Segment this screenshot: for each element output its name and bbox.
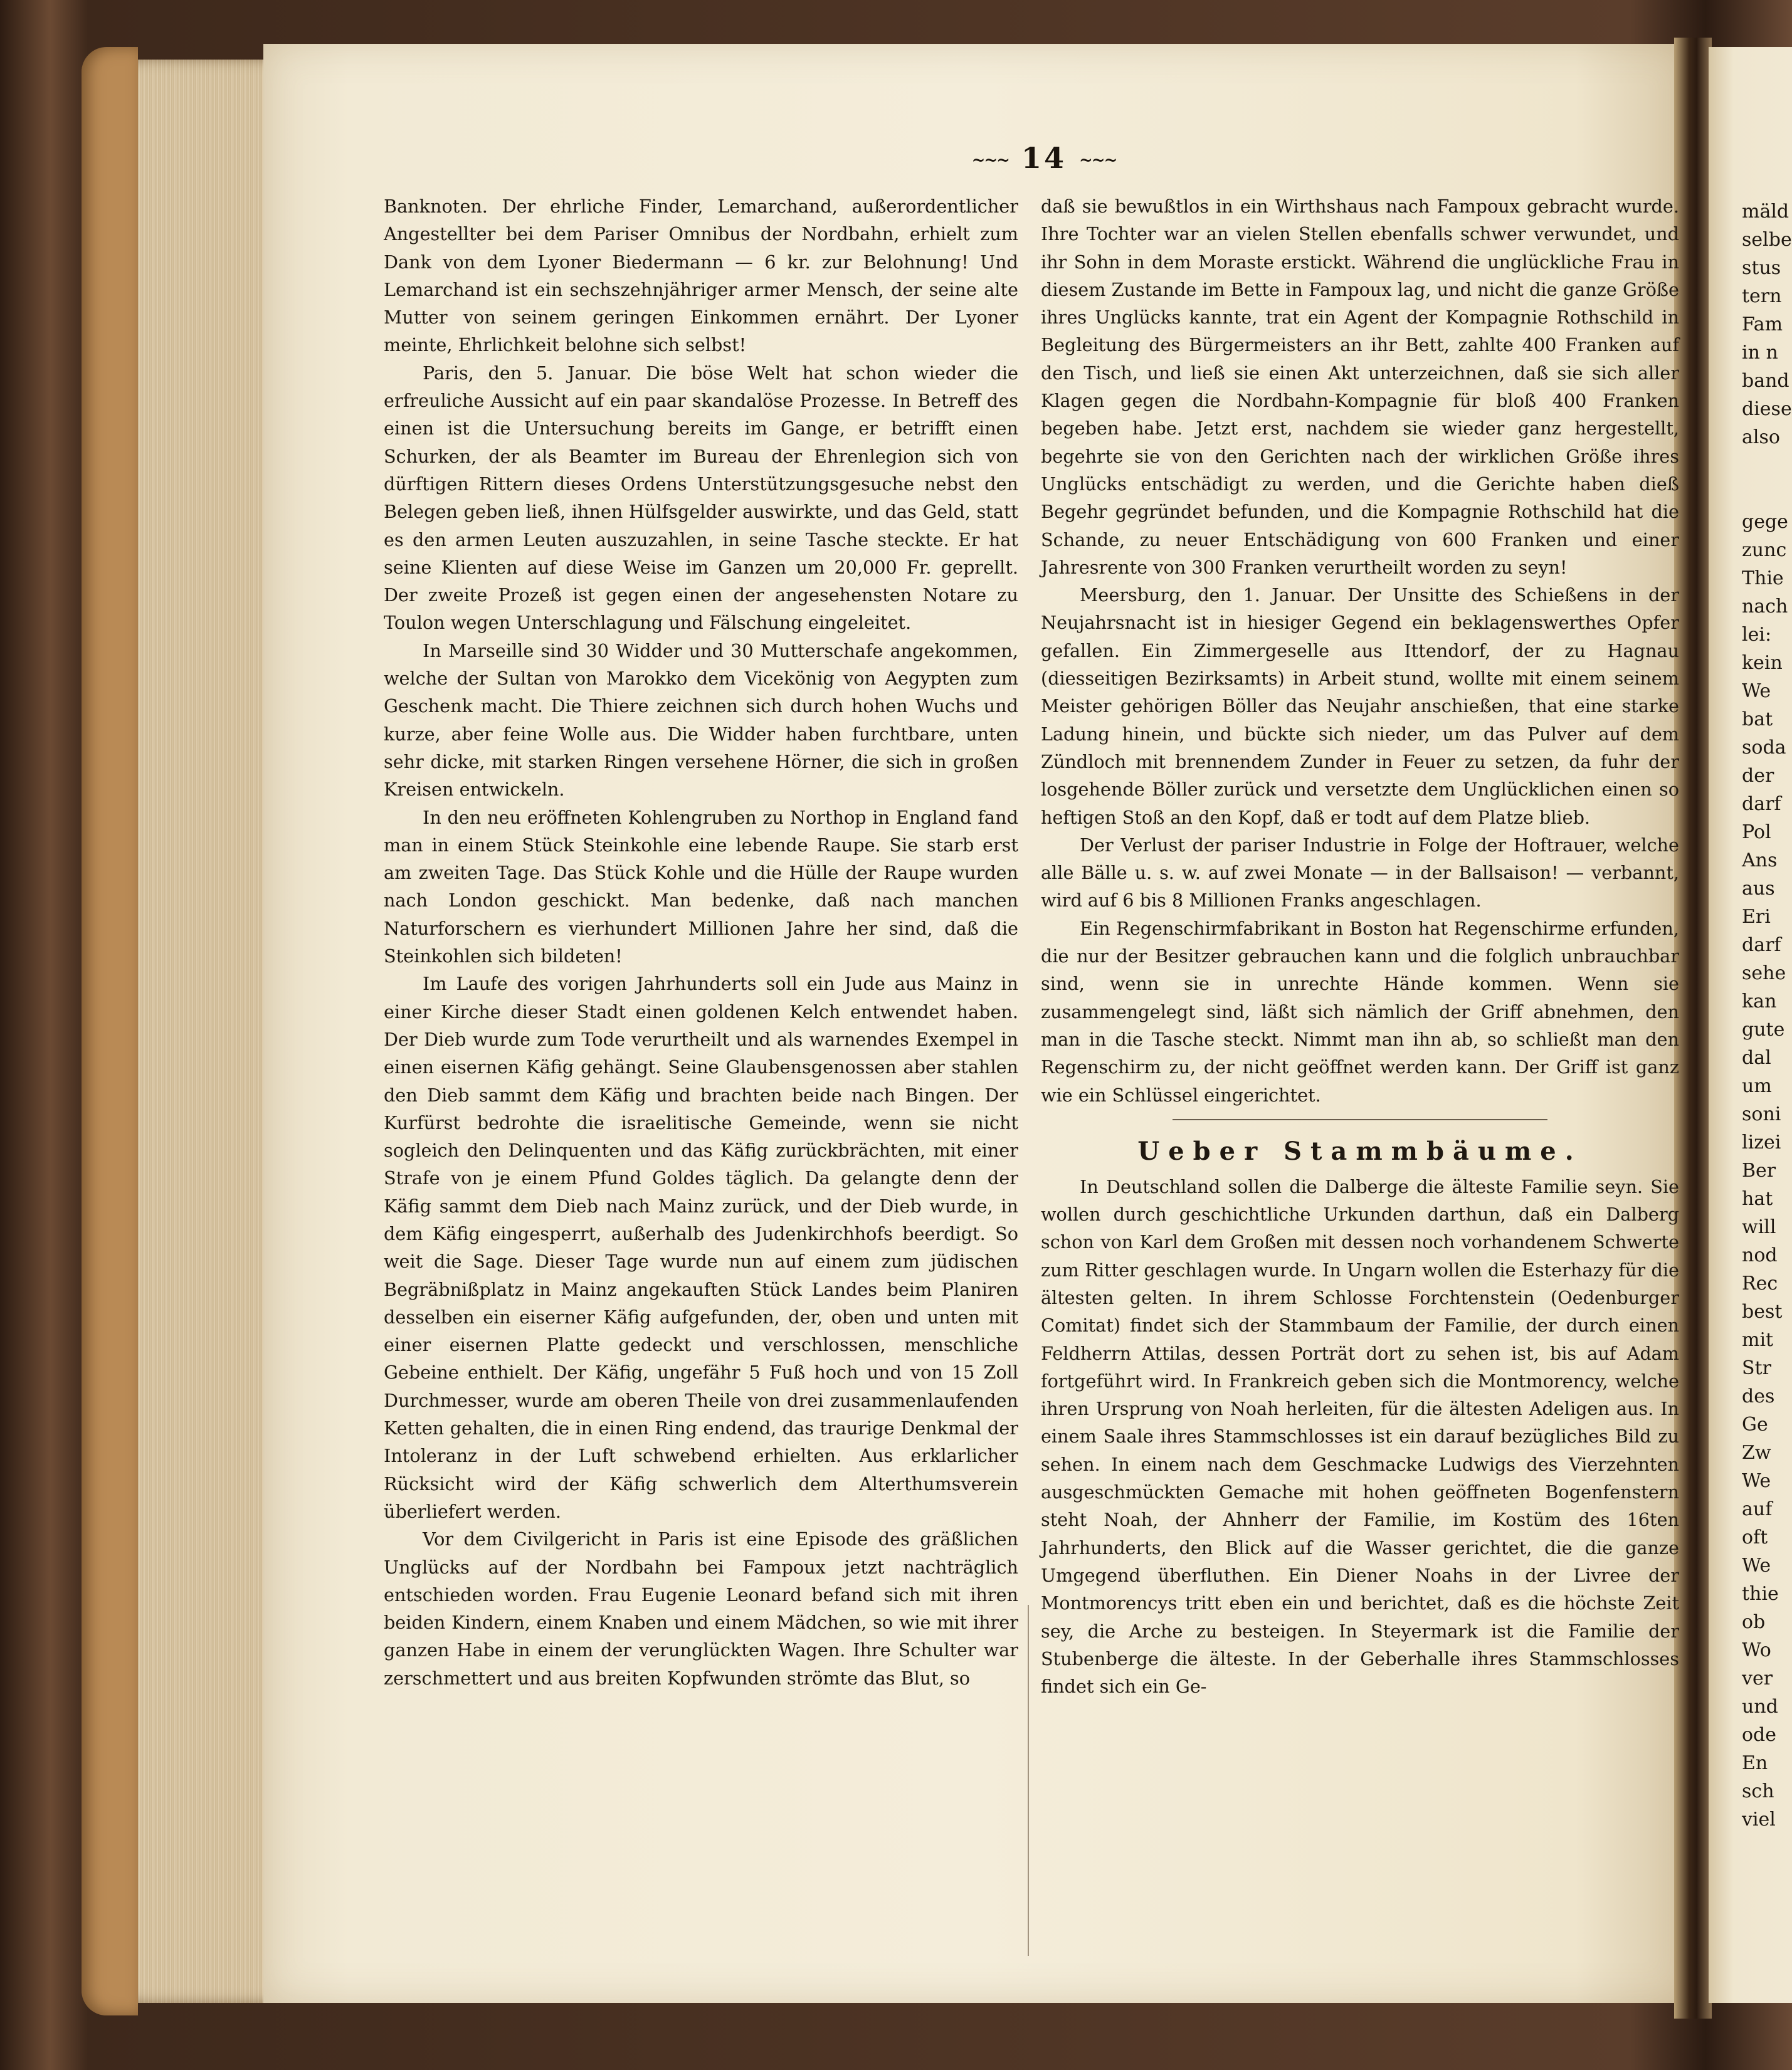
- column-divider: [1028, 1605, 1029, 1956]
- facing-page-line: We: [1742, 1470, 1771, 1492]
- facing-page-line: Eri: [1742, 906, 1771, 928]
- facing-page-line: kein: [1742, 652, 1783, 674]
- article-paragraph: In den neu eröffneten Kohlengruben zu Northop in England fand man in einem Stück Steinkohle eine lebende Raupe. Sie starb erst am zweiten Tage. Das Stück Kohle und die Hülle der Raupe wurden nach London geschickt. Man bedenke, daß nach manchen Naturforschern es vierhundert Millionen Jahre her sind, daß die Steinkohlen sich bildeten!: [384, 806, 1018, 967]
- facing-page-line: des: [1742, 1385, 1775, 1407]
- facing-page-line: ode: [1742, 1724, 1777, 1746]
- facing-page-line: gege: [1742, 511, 1788, 533]
- facing-page-line: Rec: [1742, 1273, 1778, 1295]
- section-separator-rule: [1173, 1119, 1547, 1120]
- facing-page-line: will: [1742, 1216, 1776, 1238]
- article-paragraph: Ein Regenschirmfabrikant in Boston hat Regenschirme erfunden, die nur der Besitzer gebrauchen kann und die folglich unbrauchbar sind, wenn sie in unrechte Hände kommen. Wenn sie zusammengelegt sind, läßt sich nämlich der Griff abnehmen, den man in die Tasche steckt. Nimmt man ihn ab, so schließt man den Regenschirm zu, der nicht geöffnet werden kann. Der Griff ist ganz wie ein Schlüssel eingerichtet.: [1041, 917, 1679, 1106]
- facing-page-line: kan: [1742, 990, 1777, 1012]
- facing-page-line: sehe: [1742, 962, 1786, 984]
- facing-page-line: tern: [1742, 285, 1782, 307]
- facing-page-line: best: [1742, 1301, 1783, 1323]
- facing-page-line: ver: [1742, 1668, 1773, 1689]
- article-paragraph: Im Laufe des vorigen Jahrhunderts soll ein Jude aus Mainz in einer Kirche dieser Stadt einen goldenen Kelch entwendet haben. Der Dieb wurde zum Tode verurtheilt und als warnendes Exempel in einen eisernen Käfig gehängt. Seine Glaubensgenossen aber stahlen den Dieb sammt dem Käfig und brachten beide nach Bingen. Der Kurfürst bedrohte die israelitische Gemeinde, wenn sie nicht sogleich den Delinquenten und das Käfig zurückbrächten, mit einer Strafe von je einem Pfund Goldes täglich. Da gelangte denn der Käfig sammt dem Dieb nach Mainz zurück, und der Dieb wurde, in dem Käfig eingesperrt, außerhalb des Judenkirchhofs beerdigt. So weit die Sage. Dieser Tage wurde nun auf einem zum jüdischen Begräbnißplatz in Mainz angekauften Stück Landes beim Planiren desselben ein eiserner Käfig aufgefunden, der, oben und unten mit einer eisernen Platte gedeckt und verschlossen, menschliche Gebeine enthielt. Der Käfig, ungefähr 5 Fuß hoch und von 15 Zoll Durchmesser, wurde am oberen Theile von drei zusammenlaufenden Ketten gehalten, die in einen Ring endend, das traurige Denkmal der Intoleranz in der Luft schwebend erhielten. Aus erklarlicher Rücksicht wird der Käfig schwerlich dem Alterthumsverein überliefert werden.: [384, 973, 1018, 1522]
- facing-page-line: hat: [1742, 1188, 1773, 1210]
- facing-page-line: darf: [1742, 934, 1781, 956]
- facing-page-line: aus: [1742, 878, 1775, 900]
- facing-page-line: Pol: [1742, 821, 1771, 843]
- article-paragraph: In Marseille sind 30 Widder und 30 Mutterschafe angekommen, welche der Sultan von Marokko dem Vicekönig von Aegypten zum Geschenk macht. Die Thiere zeichnen sich durch hohen Wuchs und kurze, aber feine Wolle aus. Die Widder haben furchtbare, unten sehr dicke, mit starken Ringen versehene Hörner, die sich in großen Kreisen entwickeln.: [384, 639, 1018, 801]
- facing-page-line: in n: [1742, 342, 1778, 364]
- facing-page-line: selbe: [1742, 229, 1792, 251]
- facing-page-line: viel: [1742, 1809, 1776, 1831]
- facing-page-line: und: [1742, 1696, 1778, 1718]
- facing-page-line: dal: [1742, 1047, 1771, 1069]
- facing-page-line: We: [1742, 680, 1771, 702]
- header-ornament: ~~~: [1079, 151, 1117, 170]
- left-column: [384, 192, 1018, 1692]
- facing-page-text: [1742, 197, 1792, 1834]
- facing-page-line: Ans: [1742, 849, 1778, 871]
- facing-page-line: lizei: [1742, 1132, 1781, 1153]
- facing-page-line: um: [1742, 1075, 1772, 1097]
- facing-page-line: also: [1742, 426, 1780, 448]
- article-paragraph: Vor dem Civilgericht in Paris ist eine Episode des gräßlichen Unglücks auf der Nordbahn bei Fampoux jetzt nachträglich entschieden worden. Frau Eugenie Leonard befand sich mit ihren beiden Kindern, einem Knaben und einem Mädchen, so wie mit ihrer ganzen Habe in einem der verunglückten Wagen. Ihre Schulter war zerschmettert und aus breiten Kopfwunden strömte das Blut, so: [384, 1528, 1018, 1689]
- article-paragraph: daß sie bewußtlos in ein Wirthshaus nach Fampoux gebracht wurde. Ihre Tochter war an vielen Stellen ebenfalls schwer verwundet, und ihr Sohn in dem Moraste erstickt. Während die unglückliche Frau in diesem Zustande im Bette in Fampoux lag, und nicht die ganze Größe ihres Unglücks kannte, trat ein Agent der Kompagnie Rothschild in Begleitung des Bürgermeisters an ihr Bett, zahlte 400 Franken auf den Tisch, und ließ sie einen Akt unterzeichnen, daß sie sich aller Klagen gegen die Nordbahn-Kompagnie für bloß 400 Franken begeben habe. Jetzt erst, nachdem sie wieder ganz hergestellt, begehrte sie von den Gerichten nach der wirklichen Größe ihres Unglücks entschädigt zu werden, und die Gerichte haben dieß Begehr gegründet befunden, und die Kompagnie Rothschild hat die Schande, zu neuer Entschädigung von 600 Franken und einer Jahresrente von 300 Franken verurtheilt worden zu seyn!: [1041, 196, 1679, 578]
- book-page-edges: [119, 60, 276, 2003]
- header-ornament: ~~~: [971, 151, 1009, 170]
- facing-page-line: nod: [1742, 1244, 1778, 1266]
- page-number: 14: [1021, 141, 1067, 175]
- article-paragraph: Der Verlust der pariser Industrie in Folge der Hoftrauer, welche alle Bälle u. s. w. auf zwei Monate — in der Ballsaison! — verbannt, wird auf 6 bis 8 Millionen Franks angeschlagen.: [1041, 834, 1679, 912]
- book-gutter: [1674, 38, 1712, 2019]
- facing-page-line: [1742, 480, 1792, 508]
- facing-page-line: Thie: [1742, 567, 1784, 589]
- facing-page-line: lei:: [1742, 624, 1772, 646]
- facing-page-line: ob: [1742, 1611, 1766, 1633]
- article-paragraph: Paris, den 5. Januar. Die böse Welt hat schon wieder die erfreuliche Aussicht auf ein paar skandalöse Prozesse. In Betreff des einen ist die Untersuchung bereits im Gange, er betrifft einen Schurken, der als Beamter im Bureau der Ehrenlegion sich von dürftigen Rittern dieses Ordens Unterstützungsgesuche nebst den Belegen geben ließ, ihnen Hülfsgelder auswirkte, und das Geld, statt es den armen Leuten auszuzahlen, in seine Tasche steckte. Er hat seine Klienten auf diese Weise im Ganzen um 20,000 Fr. geprellt. Der zweite Prozeß ist gegen einen der angesehensten Notare zu Toulon wegen Unterschlagung und Fälschung eingeleitet.: [384, 362, 1018, 634]
- facing-page-line: zunc: [1742, 539, 1787, 561]
- facing-page-line: mit: [1742, 1329, 1774, 1351]
- facing-page-line: auf: [1742, 1498, 1773, 1520]
- facing-page-line: darf: [1742, 793, 1781, 815]
- facing-page-line: gute: [1742, 1019, 1785, 1041]
- facing-page-line: We: [1742, 1555, 1771, 1577]
- facing-page-line: Zw: [1742, 1442, 1771, 1464]
- facing-page-line: der: [1742, 765, 1774, 787]
- article-paragraph: Banknoten. Der ehrliche Finder, Lemarchand, außerordentlicher Angestellter bei dem Pariser Omnibus der Nordbahn, erhielt zum Dank von dem Lyoner Biedermann — 6 kr. zur Belohnung! Und Lemarchand ist ein sechszehnjähriger armer Mensch, der seine alte Mutter von seinem geringen Einkommen ernährt. Der Lyoner meinte, Ehrlichkeit belohne sich selbst!: [384, 196, 1018, 356]
- facing-page-line: sch: [1742, 1780, 1774, 1802]
- article-paragraph: Meersburg, den 1. Januar. Der Unsitte des Schießens in der Neujahrsnacht ist in hiesiger Gegend ein beklagenswerthes Opfer gefallen. Ein Zimmergeselle aus Ittendorf, der zu Hagnau (diesseitigen Bezirksamts) in Arbeit stund, wollte mit einem seinem Meister gehörigen Böller das Neujahr anschießen, that eine starke Ladung hinein, und bückte sich nieder, um das Pulver auf dem Zündloch mit brennendem Zunder in Feuer zu setzen, da fuhr der losgehende Böller zurück und versetzte dem Unglücklichen einen so heftigen Stoß an den Kopf, daß er todt auf dem Platze blieb.: [1041, 584, 1679, 828]
- facing-page-line: band: [1742, 370, 1789, 392]
- right-column: [1041, 192, 1679, 1700]
- facing-page-line: Wo: [1742, 1639, 1771, 1661]
- facing-page-line: bat: [1742, 708, 1773, 730]
- facing-page-line: [1742, 451, 1792, 480]
- facing-page-line: oft: [1742, 1526, 1768, 1548]
- facing-page-line: diese: [1742, 398, 1792, 420]
- facing-page-line: nach: [1742, 596, 1788, 617]
- facing-page-line: stus: [1742, 257, 1781, 279]
- facing-page-line: soda: [1742, 737, 1786, 759]
- section-paragraph: In Deutschland sollen die Dalberge die älteste Familie seyn. Sie wollen durch geschichtliche Urkunden darthun, daß ein Dalberg schon von Karl dem Großen mit dessen noch vorhandenem Schwerte zum Ritter geschlagen wurde. In Ungarn wollen die Esterhazy für die ältesten gelten. In ihrem Schlosse Forchtenstein (Oedenburger Comitat) findet sich der Stammbaum der Familie, der durch einen Feldherrn Attilas, dessen Porträt dort zu sehen ist, bis auf Adam fortgeführt wird. In Frankreich geben sich die Montmorency, welche ihren Ursprung von Noah herleiten, für die ältesten Adeligen aus. In einem Saale ihres Stammschlosses ist ein darauf bezügliches Bild zu sehen. In einem nach dem Geschmacke Ludwigs des Vierzehnten ausgeschmückten Gemache mit hohen geöffneten Bogenfenstern steht Noah, der Ahnherr der Familie, im Kostüm des 16ten Jahrhunderts, den Blick auf die Wasser gerichtet, die die ganze Umgegend überfluthen. Ein Diener Noahs in der Livree der Montmorencys tritt eben ein und berichtet, daß es die höchste Zeit sey, die Arche zu besteigen. In Steyermark ist die Familie der Stubenberge die älteste. In der Geberhalle ihres Stammschlosses findet sich ein Ge-: [1041, 1175, 1679, 1698]
- facing-page-line: Fam: [1742, 313, 1783, 335]
- facing-page-line: En: [1742, 1752, 1768, 1774]
- facing-page-line: soni: [1742, 1103, 1781, 1125]
- facing-page-line: Str: [1742, 1357, 1771, 1379]
- facing-page-line: thie: [1742, 1583, 1779, 1605]
- facing-page-line: mäld: [1742, 201, 1789, 223]
- page-header: [934, 141, 1154, 175]
- facing-page-line: Ge: [1742, 1414, 1768, 1436]
- section-title: Ueber Stammbäume.: [1137, 1136, 1583, 1166]
- facing-page-line: Ber: [1742, 1160, 1776, 1182]
